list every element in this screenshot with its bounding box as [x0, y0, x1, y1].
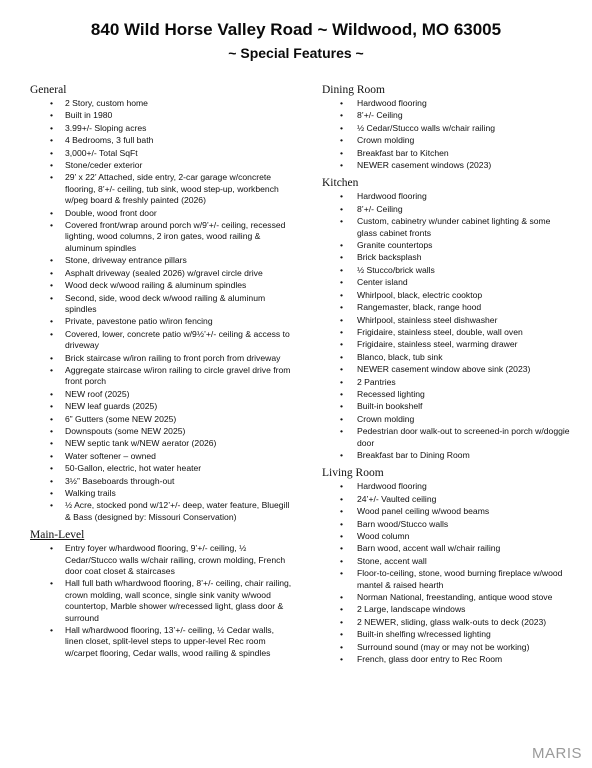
list-item: • ½ Cedar/Stucco walls w/chair railing [322, 123, 572, 134]
list-item: • 29’ x 22’ Attached, side entry, 2-car garage w/concrete flooring, 8’+/- ceiling, tub sink, wood step-up, workbench w/peg board & freshly painted (2026) [30, 172, 292, 206]
list-item: • Crown molding [322, 135, 572, 146]
list-item: • 3½” Baseboards through-out [30, 476, 292, 487]
feature-list-general [30, 98, 292, 523]
section-living-room [322, 467, 572, 665]
list-item: • 3,000+/- Total SqFt [30, 148, 292, 159]
list-item: • Breakfast bar to Dining Room [322, 450, 572, 461]
left-column [30, 84, 292, 665]
section-main-level [30, 529, 292, 659]
list-item: • NEW septic tank w/NEW aerator (2026) [30, 438, 292, 449]
list-item: • 2 Story, custom home [30, 98, 292, 109]
list-item: • Second, side, wood deck w/wood railing & aluminum spindles [30, 293, 292, 316]
list-item: • Recessed lighting [322, 389, 572, 400]
list-item: • Water softener – owned [30, 451, 292, 462]
list-item: • Custom, cabinetry w/under cabinet lighting & some glass cabinet fronts [322, 216, 572, 239]
list-item: • 6” Gutters (some NEW 2025) [30, 414, 292, 425]
list-item: • Covered, lower, concrete patio w/9½’+/- ceiling & access to driveway [30, 329, 292, 352]
list-item: • 50-Gallon, electric, hot water heater [30, 463, 292, 474]
list-item: • NEWER casement window above sink (2023) [322, 364, 572, 375]
list-item: • ½ Stucco/brick walls [322, 265, 572, 276]
list-item: • Stone, accent wall [322, 556, 572, 567]
list-item: • 24’+/- Vaulted ceiling [322, 494, 572, 505]
list-item: • French, glass door entry to Rec Room [322, 654, 572, 665]
section-kitchen [322, 177, 572, 461]
section-heading-dining-room: Dining Room [322, 84, 385, 96]
list-item: • 4 Bedrooms, 3 full bath [30, 135, 292, 146]
section-general [30, 84, 292, 523]
maris-watermark-logo: MARIS [531, 745, 582, 762]
list-item: • Hardwood flooring [322, 481, 572, 492]
list-item: • Stone/ceder exterior [30, 160, 292, 171]
list-item: • Walking trails [30, 488, 292, 499]
list-item: • 2 Large, landscape windows [322, 604, 572, 615]
feature-list-main-level [30, 543, 292, 659]
list-item: • Barn wood, accent wall w/chair railing [322, 543, 572, 554]
feature-list-dining-room [322, 98, 572, 171]
list-item: • Hardwood flooring [322, 191, 572, 202]
list-item: • Built in 1980 [30, 110, 292, 121]
list-item: • Whirlpool, stainless steel dishwasher [322, 315, 572, 326]
list-item: • Norman National, freestanding, antique wood stove [322, 592, 572, 603]
section-heading-main-level: Main-Level [30, 529, 85, 542]
list-item: • Pedestrian door walk-out to screened-in porch w/doggie door [322, 426, 572, 449]
list-item: • Center island [322, 277, 572, 288]
list-item: • Blanco, black, tub sink [322, 352, 572, 363]
section-heading-kitchen: Kitchen [322, 177, 359, 190]
section-heading-living-room: Living Room [322, 467, 384, 480]
document-title: 840 Wild Horse Valley Road ~ Wildwood, MO 63005 [90, 20, 502, 39]
list-item: • Asphalt driveway (sealed 2026) w/gravel circle drive [30, 268, 292, 279]
list-item: • Wood deck w/wood railing & aluminum spindles [30, 280, 292, 291]
list-item: • Double, wood front door [30, 208, 292, 219]
section-heading-general: General [30, 84, 67, 96]
list-item: • Rangemaster, black, range hood [322, 302, 572, 313]
list-item: • Aggregate staircase w/iron railing to circle gravel drive from front porch [30, 365, 292, 388]
list-item: • 2 Pantries [322, 377, 572, 388]
list-item: • NEW roof (2025) [30, 389, 292, 400]
list-item: • Built-in bookshelf [322, 401, 572, 412]
list-item: • Floor-to-ceiling, stone, wood burning fireplace w/wood mantel & raised hearth [322, 568, 572, 591]
list-item: • Crown molding [322, 414, 572, 425]
list-item: • Brick staircase w/iron railing to front porch from driveway [30, 353, 292, 364]
list-item: • Wood panel ceiling w/wood beams [322, 506, 572, 517]
list-item: • 3.99+/- Sloping acres [30, 123, 292, 134]
list-item: • Frigidaire, stainless steel, double, wall oven [322, 327, 572, 338]
right-column [322, 84, 572, 671]
feature-list-kitchen [322, 191, 572, 461]
list-item: • Wood column [322, 531, 572, 542]
list-item: • 8’+/- Ceiling [322, 110, 572, 121]
list-item: • Built-in shelfing w/recessed lighting [322, 629, 572, 640]
list-item: • Stone, driveway entrance pillars [30, 255, 292, 266]
list-item: • 8’+/- Ceiling [322, 204, 572, 215]
list-item: • Granite countertops [322, 240, 572, 251]
list-item: • Hall w/hardwood flooring, 13’+/- ceiling, ½ Cedar walls, linen closet, split-level steps to upper-level Rec room w/carpet flooring, Cedar walls, wood railing & spindles [30, 625, 292, 659]
document-subtitle: ~ Special Features ~ [228, 45, 364, 61]
list-item: • Downspouts (some NEW 2025) [30, 426, 292, 437]
list-item: • Whirlpool, black, electric cooktop [322, 290, 572, 301]
list-item: • Private, pavestone patio w/iron fencing [30, 316, 292, 327]
list-item: • Breakfast bar to Kitchen [322, 148, 572, 159]
list-item: • ½ Acre, stocked pond w/12’+/- deep, water feature, Bluegill & Bass (designed by: Missouri Conservation) [30, 500, 292, 523]
list-item: • Barn wood/Stucco walls [322, 519, 572, 530]
list-item: • 2 NEWER, sliding, glass walk-outs to deck (2023) [322, 617, 572, 628]
list-item: • Covered front/wrap around porch w/9’+/- ceiling, recessed lighting, wood columns, 2 iron gates, wood railing & aluminum spindles [30, 220, 292, 254]
list-item: • Surround sound (may or may not be working) [322, 642, 572, 653]
list-item: • Hardwood flooring [322, 98, 572, 109]
list-item: • Brick backsplash [322, 252, 572, 263]
list-item: • Frigidaire, stainless steel, warming drawer [322, 339, 572, 350]
section-dining-room [322, 84, 572, 171]
list-item: • Hall full bath w/hardwood flooring, 8’+/- ceiling, chair railing, crown molding, wall sconce, single sink vanity w/wood countertop, Marble shower w/recessed light, glass door & surround [30, 578, 292, 624]
feature-list-living-room [322, 481, 572, 665]
list-item: • NEWER casement windows (2023) [322, 160, 572, 171]
list-item: • NEW leaf guards (2025) [30, 401, 292, 412]
list-item: • Entry foyer w/hardwood flooring, 9’+/- ceiling, ½ Cedar/Stucco walls w/chair railing, crown molding, French door coat closet & staircases [30, 543, 292, 577]
